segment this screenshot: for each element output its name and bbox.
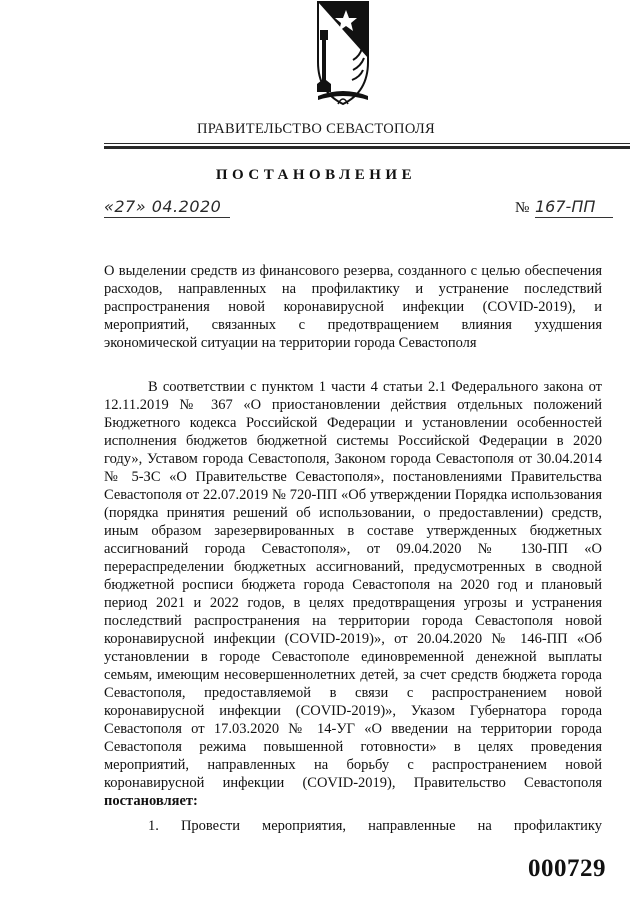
preamble-decree-word: постановляет:: [104, 793, 198, 809]
header-rule-thin: [104, 143, 630, 144]
document-subject: О выделении средств из финансового резерва, созданного с целью обеспечения расходов, направленных на профилактику и устранение последствий распространения новой коронавирусной инфекции (COVID-2019), и мероприятий, связанных с предотвращением влияния ухудшения экономической ситуации на территории города Севастополя: [104, 263, 602, 351]
preamble-text: В соответствии с пунктом 1 части 4 статьи 2.1 Федерального закона от 12.11.2019 № 367 «О приостановлении действия отдельных положений Бюджетного кодекса Российской Федерации и установлении особенностей исполнения бюджетов бюджетной системы Российской Федерации в 2020 году», Уставом города Севастополя, Законом города Севастополя от 30.04.2014 № 5-ЗС «О Правительстве Севастополя», постановлениями Правительства Севастополя от 22.07.2019 № 720-ПП «Об утверждении Порядка использования (порядка принятия решений об использовании, о предоставлении) средств, иным образом зарезервированных в составе утвержденных бюджетных ассигнований города Севастополя», от 09.04.2020 № 130-ПП «О перераспределении бюджетных ассигнований, предусмотренных в сводной бюджетной росписи бюджета города Севастополя на 2020 год и плановый период 2021 и 2022 годов, в целях предотвращения угрозы и устранения последствий распространения на территории города Севастополя новой коронавирусной инфекции (COVID-2019)», от 20.04.2020 № 146-ПП «Об установлении в городе Севастополе единовременной денежной выплаты семьям, имеющим несовершеннолетних детей, за счет средств бюджета города Севастополя, предоставляемой в связи с распространением новой коронавирусной инфекции (COVID-2019)», Указом Губернатора города Севастополя от 17.03.2020 № 14-УГ «О введении на территории города Севастополя режима повышенной готовности» в целях проведения мероприятий, направленных на борьбу с распространением новой коронавирусной инфекции (COVID-2019), Правительство Севастополя: [104, 379, 602, 791]
document-type-title: ПОСТАНОВЛЕНИЕ: [215, 167, 417, 183]
decree-item-1: 1. Провести мероприятия, направленные на профилактику: [148, 818, 602, 834]
header-rule-thick: [104, 146, 630, 149]
serial-number: 000729: [528, 855, 606, 882]
document-number: 167-ПП: [535, 197, 613, 218]
preamble-paragraph: [104, 378, 602, 810]
sevastopol-coat-of-arms-icon: [298, 0, 388, 108]
document-date: «27» 04.2020: [104, 197, 230, 218]
document-number-label: №: [515, 200, 530, 216]
government-name: ПРАВИТЕЛЬСТВО СЕВАСТОПОЛЯ: [197, 121, 435, 137]
